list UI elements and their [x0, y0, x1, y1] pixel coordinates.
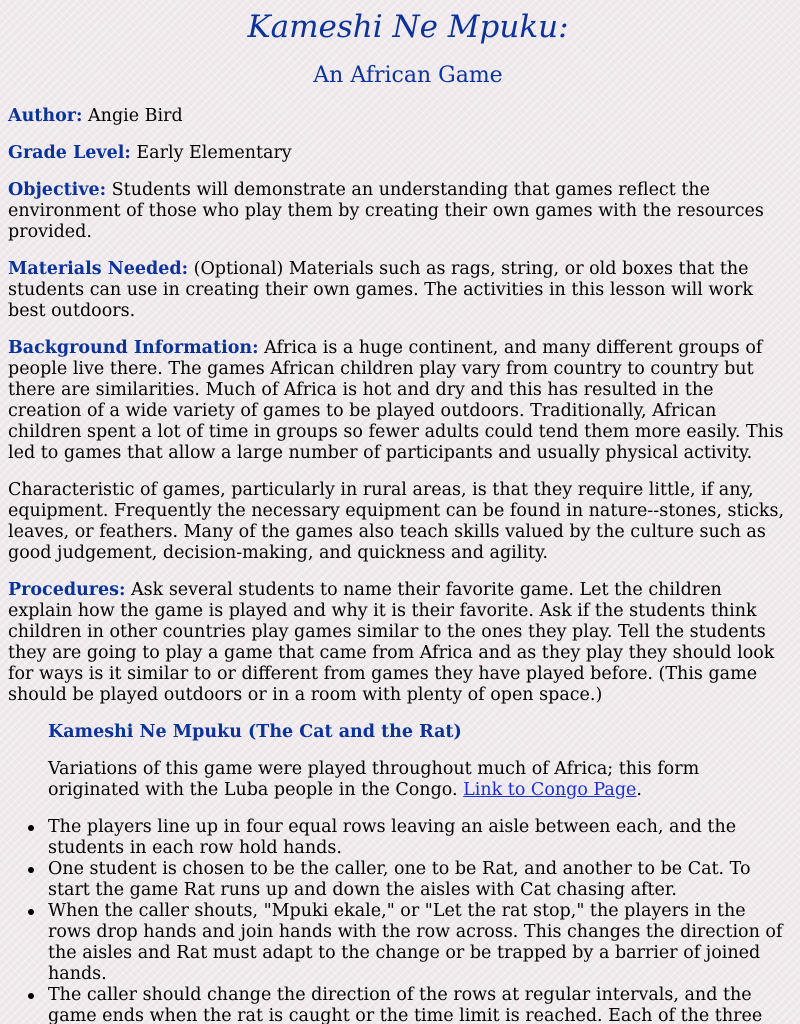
- rule-list-item: [48, 859, 800, 901]
- objective-line: environment of those who play them by creating their own games with the resources: [8, 201, 764, 221]
- rule-list-item: [48, 985, 800, 1024]
- materials-line: students can use in creating their own games. The activities in this lesson will work: [8, 280, 753, 300]
- background-line: there are similarities. Much of Africa is hot and dry and this has resulted in the: [8, 380, 714, 400]
- background-paragraph: [8, 338, 800, 464]
- materials-paragraph: [8, 259, 800, 322]
- rule-line: the aisles and Rat must adapt to the change or be trapped by a barrier of joined: [48, 943, 761, 963]
- author-label: Author:: [8, 106, 83, 126]
- game-rules-list: [8, 817, 800, 1024]
- characteristic-line: leaves, or feathers. Many of the games also teach skills valued by the culture such as: [8, 522, 766, 542]
- procedures-line: children in other countries play games similar to the ones they play. Tell the students: [8, 622, 766, 642]
- rule-line: rows drop hands and join hands with the row across. This changes the direction of: [48, 922, 783, 942]
- game-heading: Kameshi Ne Mpuku (The Cat and the Rat): [48, 722, 462, 742]
- characteristic-line: Characteristic of games, particularly in rural areas, is that they require little, if any,: [8, 480, 754, 500]
- procedures-label: Procedures:: [8, 580, 126, 600]
- grade-level-label: Grade Level:: [8, 143, 131, 163]
- page-title: Kameshi Ne Mpuku:: [247, 9, 569, 45]
- objective-label: Objective:: [8, 180, 107, 200]
- background-label: Background Information:: [8, 338, 259, 358]
- materials-line: (Optional) Materials such as rags, string, or old boxes that the: [188, 259, 749, 279]
- procedures-line: explain how the game is played and why it is their favorite. Ask if the students think: [8, 601, 757, 621]
- page-subtitle: An African Game: [313, 63, 503, 88]
- author-line: [8, 106, 800, 127]
- materials-line: best outdoors.: [8, 301, 136, 321]
- procedures-line: for ways is it similar to or different from games they have played before. (This game: [8, 664, 758, 684]
- materials-label: Materials Needed:: [8, 259, 189, 279]
- background-line: children spent a lot of time in groups so fewer adults could tend them more easily. This: [8, 422, 784, 442]
- background-line: creation of a wide variety of games to be played outdoors. Traditionally, African: [8, 401, 717, 421]
- lesson-content: [8, 106, 800, 1024]
- game-intro-end: .: [636, 780, 642, 800]
- procedures-paragraph: [8, 580, 800, 706]
- background-line: led to games that allow a large number of participants and usually physical activity.: [8, 443, 753, 463]
- objective-line: provided.: [8, 222, 92, 242]
- rule-list-item: [48, 901, 800, 985]
- rule-line: game ends when the rat is caught or the time limit is reached. Each of the three: [48, 1006, 763, 1024]
- procedures-line: Ask several students to name their favorite game. Let the children: [125, 580, 722, 600]
- rule-line: The caller should change the direction of the rows at regular intervals, and the: [48, 985, 752, 1005]
- procedures-line: should be played outdoors or in a room with plenty of open space.): [8, 685, 603, 705]
- rule-line: start the game Rat runs up and down the aisles with Cat chasing after.: [48, 880, 677, 900]
- rule-line: hands.: [48, 964, 107, 984]
- characteristic-line: equipment. Frequently the necessary equipment can be found in nature--stones, sticks,: [8, 501, 785, 521]
- objective-paragraph: [8, 180, 800, 243]
- procedures-line: they are going to play a game that came from Africa and as they play they should look: [8, 643, 775, 663]
- rule-line: students in each row hold hands.: [48, 838, 342, 858]
- characteristic-line: good judgement, decision-making, and quickness and agility.: [8, 543, 549, 563]
- background-line: Africa is a huge continent, and many different groups of: [258, 338, 763, 358]
- rule-list-item: [48, 817, 800, 859]
- congo-page-link[interactable]: Link to Congo Page: [463, 780, 637, 800]
- rule-line: One student is chosen to be the caller, one to be Rat, and another to be Cat. To: [48, 859, 751, 879]
- game-intro-paragraph: [48, 759, 800, 801]
- grade-level-value: Early Elementary: [136, 143, 292, 163]
- game-intro-line: originated with the Luba people in the Congo.: [48, 780, 464, 800]
- author-value: Angie Bird: [88, 106, 183, 126]
- objective-line: Students will demonstrate an understanding that games reflect the: [106, 180, 710, 200]
- grade-level-line: [8, 143, 800, 164]
- rule-line: When the caller shouts, "Mpuki ekale," or "Let the rat stop," the players in the: [48, 901, 746, 921]
- background-line: people live there. The games African children play vary from country to country but: [8, 359, 754, 379]
- game-intro-line: Variations of this game were played throughout much of Africa; this form: [48, 759, 700, 779]
- characteristic-paragraph: [8, 480, 800, 564]
- rule-line: The players line up in four equal rows leaving an aisle between each, and the: [48, 817, 737, 837]
